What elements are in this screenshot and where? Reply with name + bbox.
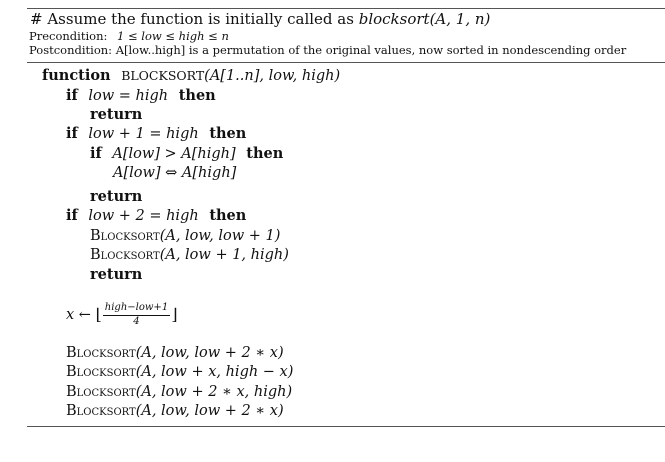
floor-right-bracket: ⌋ (171, 305, 178, 324)
initial-call: blocksort(A, 1, n) (358, 10, 491, 28)
postcondition-line (29, 45, 626, 57)
floor-left-bracket: ⌊ (95, 305, 102, 324)
function-keyword: function (42, 67, 111, 84)
return-statement: return (90, 188, 143, 205)
precondition-line (29, 31, 229, 43)
bottom-rule (27, 426, 665, 427)
if-keyword: if (66, 125, 78, 142)
if-keyword: if (90, 145, 102, 162)
fraction-denominator: 4 (133, 315, 140, 327)
recursive-call-4 (66, 404, 284, 419)
return-statement: return (90, 106, 143, 123)
fraction (103, 303, 170, 327)
recursive-call-2 (66, 365, 293, 380)
fraction-numerator: high−low+1 (103, 303, 170, 316)
if-keyword: if (66, 87, 78, 104)
postcondition-text: A[low..high] is a permutation of the original values, now sorted in nondescending order (115, 43, 627, 57)
precondition-label: Precondition: (29, 29, 108, 43)
condition: A[low] > A[high] (112, 146, 236, 162)
call-args: (A, low, low + 2 ∗ x) (135, 403, 284, 419)
top-rule (27, 8, 665, 9)
precondition-expr: 1 ≤ low ≤ high ≤ n (117, 29, 229, 43)
call-name: Blocksort (90, 228, 160, 244)
x-assignment (66, 303, 177, 327)
if-keyword: if (66, 207, 78, 224)
swap-statement: A[low] ⇔ A[high] (113, 165, 237, 181)
call-args: (A, low, low + 1) (159, 228, 281, 244)
call-args: (A, low + 1, high) (159, 247, 289, 263)
header-rule (27, 62, 665, 63)
condition: low = high (88, 88, 169, 104)
assume-comment (30, 12, 490, 27)
then-keyword: then (209, 207, 247, 224)
if-compare-elements (90, 147, 283, 162)
base-call-1 (90, 229, 280, 244)
condition: low + 2 = high (88, 208, 199, 224)
then-keyword: then (209, 125, 247, 142)
x-assign-prefix: x ← (66, 307, 96, 323)
function-params: (A[1..n], low, high) (204, 68, 341, 84)
then-keyword: then (246, 145, 284, 162)
if-low-equals-high (66, 89, 216, 104)
call-name: Blocksort (66, 345, 136, 361)
call-args: (A, low + x, high − x) (135, 364, 294, 380)
function-signature (42, 69, 340, 84)
base-call-2 (90, 248, 289, 263)
postcondition-label: Postcondition: (29, 43, 113, 57)
if-low-plus-one-equals-high (66, 127, 246, 142)
call-name: Blocksort (90, 247, 160, 263)
call-name: Blocksort (66, 364, 136, 380)
call-name: Blocksort (66, 384, 136, 400)
call-args: (A, low + 2 ∗ x, high) (135, 384, 293, 400)
call-name: Blocksort (66, 403, 136, 419)
return-statement: return (90, 266, 143, 283)
if-low-plus-two-equals-high (66, 209, 246, 224)
recursive-call-1 (66, 346, 284, 361)
recursive-call-3 (66, 385, 292, 400)
assume-prefix: # Assume the function is initially called as (30, 10, 359, 28)
call-args: (A, low, low + 2 ∗ x) (135, 345, 284, 361)
condition: low + 1 = high (88, 126, 199, 142)
then-keyword: then (178, 87, 216, 104)
function-name: BLOCKSORT (121, 68, 205, 83)
